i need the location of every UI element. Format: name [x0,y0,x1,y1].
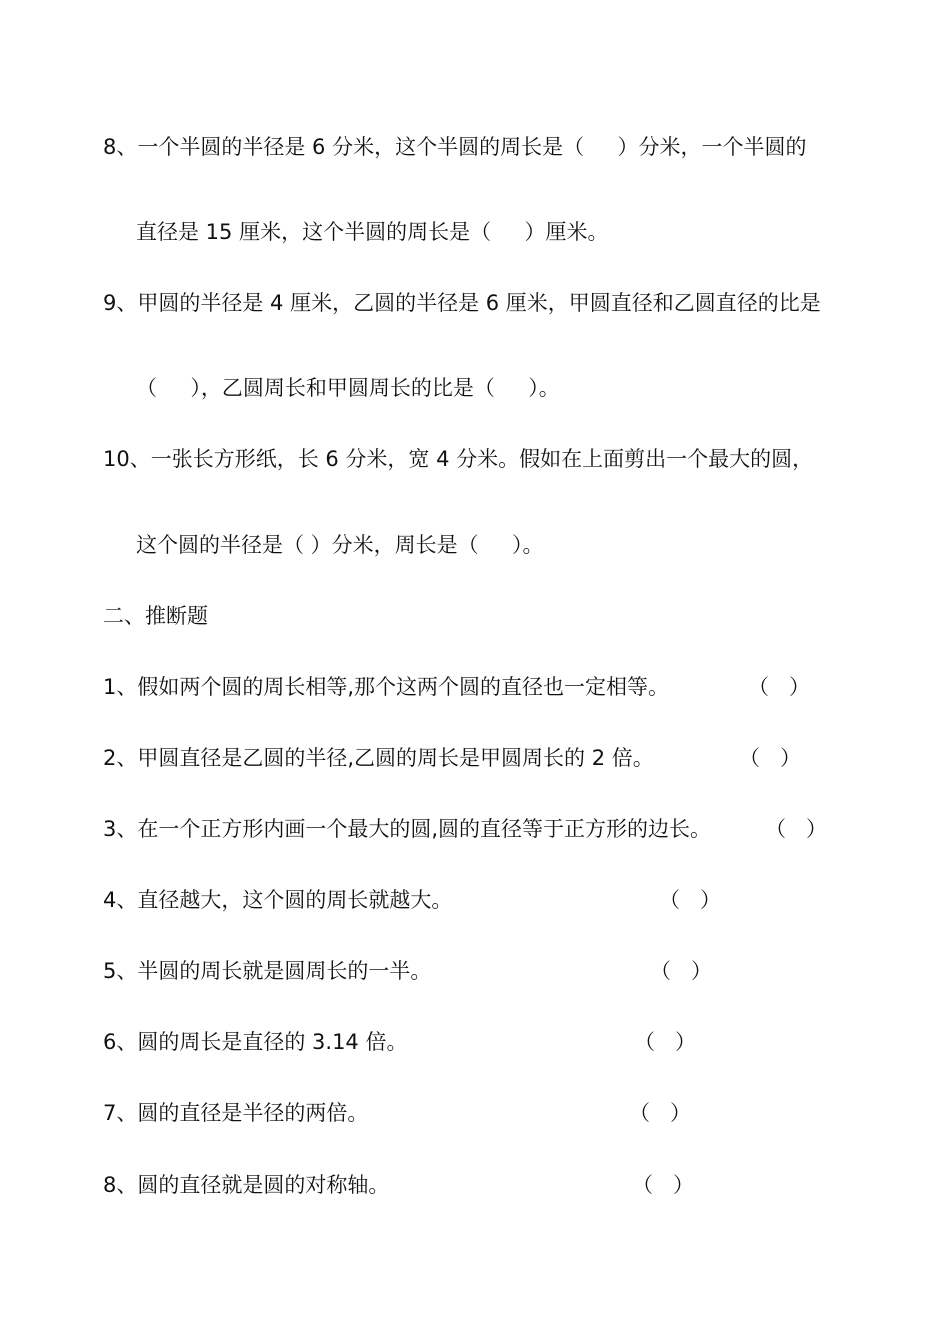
judgment-item-1: 1、假如两个圆的周长相等,那个这两个圆的直径也一定相等。 [103,675,670,699]
judgment-item-4: 4、直径越大，这个圆的周长就越大。 [103,888,453,912]
q8-line-1: 8、一个半圆的半径是 6 分米，这个半圆的周长是（ ）分米，一个半圆的 [103,135,807,159]
judgment-item-2: 2、甲圆直径是乙圆的半径,乙圆的周长是甲圆周长的 2 倍。 [103,746,654,770]
judgment-answer-3[interactable]: （ ） [765,817,828,841]
q9-line-1: 9、甲圆的半径是 4 厘米，乙圆的半径是 6 厘米，甲圆直径和乙圆直径的比是 [103,291,821,315]
judgment-answer-4[interactable]: （ ） [659,888,722,912]
judgment-answer-6[interactable]: （ ） [634,1030,697,1054]
judgment-answer-7[interactable]: （ ） [629,1101,692,1125]
judgment-item-7: 7、圆的直径是半径的两倍。 [103,1101,369,1125]
judgment-answer-5[interactable]: （ ） [650,959,713,983]
judgment-item-3: 3、在一个正方形内画一个最大的圆,圆的直径等于正方形的边长。 [103,817,712,841]
judgment-answer-1[interactable]: （ ） [748,675,811,699]
judgment-answer-8[interactable]: （ ） [632,1173,695,1197]
judgment-answer-2[interactable]: （ ） [739,746,802,770]
q8-line-2: 直径是 15 厘米，这个半圆的周长是（ ）厘米。 [136,220,609,244]
judgment-item-6: 6、圆的周长是直径的 3.14 倍。 [103,1030,408,1054]
q9-line-2: （ ），乙圆周长和甲圆周长的比是（ ）。 [136,376,560,400]
q10-line-1: 10、一张长方形纸，长 6 分米，宽 4 分米。假如在上面剪出一个最大的圆， [103,447,814,471]
q10-line-2: 这个圆的半径是（ ）分米，周长是（ ）。 [136,533,544,557]
judgment-item-8: 8、圆的直径就是圆的对称轴。 [103,1173,390,1197]
section-heading-judgment: 二、推断题 [103,604,208,628]
judgment-item-5: 5、半圆的周长就是圆周长的一半。 [103,959,432,983]
